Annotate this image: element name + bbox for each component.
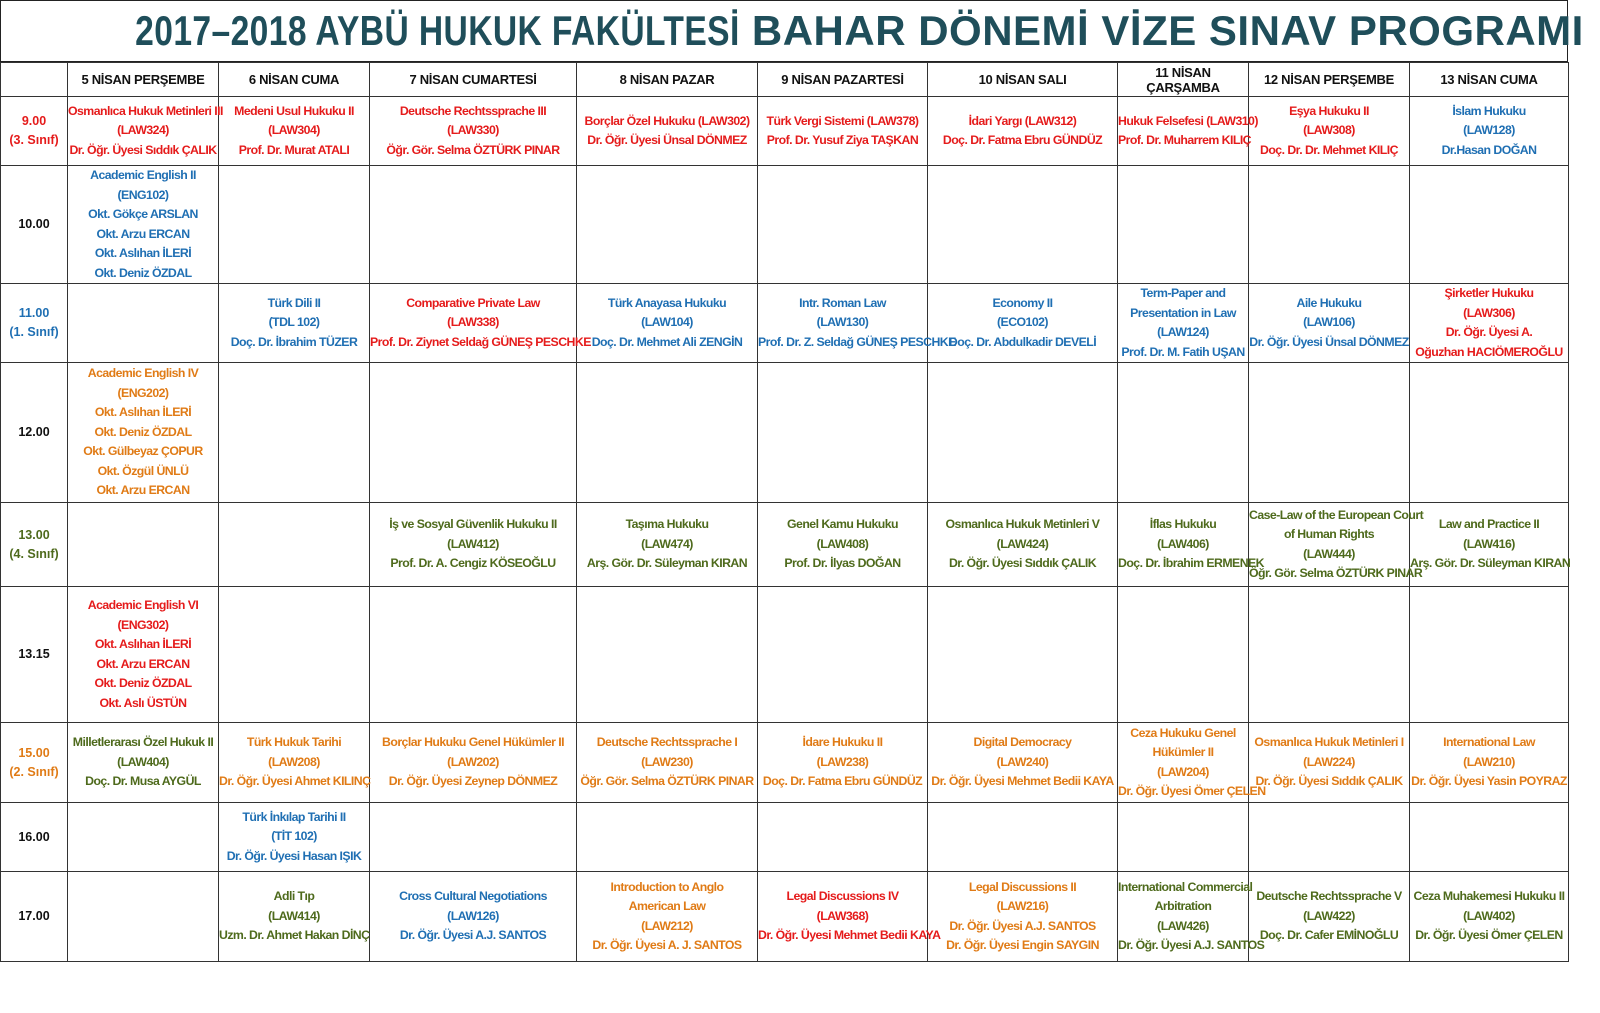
exam-line: Okt. Özgül ÜNLÜ: [97, 463, 189, 478]
exam-cell: [577, 284, 758, 363]
exam-cell: [1118, 97, 1258, 166]
exam-cell: [928, 503, 1118, 587]
time-slot-text: 12.00: [18, 425, 50, 439]
exam-line: of Human Rights: [1283, 527, 1375, 541]
exam-line: Dr. Öğr. Üyesi A.J. SANTOS: [1118, 938, 1265, 952]
empty-cell: [1410, 166, 1569, 284]
exam-line: Oğuzhan HACIÖMEROĞLU: [1415, 344, 1563, 359]
exam-line: Borçlar Hukuku Genel Hükümler II: [382, 735, 564, 750]
day-header: 7 NİSAN CUMARTESİ: [370, 63, 577, 97]
exam-cell: [1249, 872, 1410, 962]
empty-cell: [68, 284, 219, 363]
exam-cell: [68, 363, 219, 503]
exam-line: (LAW216): [996, 899, 1049, 913]
exam-cell: [1118, 872, 1265, 962]
exam-cell: [219, 872, 370, 962]
exam-line: (LAW204): [1157, 764, 1209, 779]
exam-line: İflas Hukuku: [1149, 517, 1217, 532]
exam-line: Case-Law of the European Court: [1249, 507, 1424, 522]
time-slot-text: 11.00: [18, 306, 50, 320]
schedule-row: [1, 284, 1569, 363]
time-slot: [1, 97, 68, 166]
exam-cell: [370, 284, 591, 363]
time-slot-text: 16.00: [18, 829, 50, 844]
exam-line: (LAW338): [447, 315, 499, 330]
exam-line: Presentation in Law: [1130, 305, 1236, 320]
exam-line: Okt. Aslı ÜSTÜN: [99, 695, 187, 710]
exam-line: Aile Hukuku: [1296, 295, 1362, 310]
exam-line: (LAW406): [1157, 536, 1209, 551]
exam-line: Prof. Dr. Muharrem KILIÇ: [1118, 133, 1252, 147]
exam-line: (ECO102): [997, 315, 1048, 330]
empty-cell: [577, 363, 758, 503]
day-header: 8 NİSAN PAZAR: [577, 63, 758, 97]
corner-cell: [1, 63, 68, 97]
exam-line: (LAW202): [447, 754, 499, 769]
exam-line: Dr. Öğr. Üyesi Sıddık ÇALIK: [69, 142, 217, 157]
exam-cell: [1249, 97, 1410, 166]
exam-line: (LAW424): [996, 536, 1049, 551]
exam-line: (LAW306): [1463, 305, 1515, 320]
exam-line: Doç. Dr. Musa AYGÜL: [85, 774, 201, 789]
exam-line: (LAW414): [268, 908, 320, 923]
title-part-1: 2017–2018 AYBÜ HUKUK FAKÜLTESİ: [135, 7, 740, 54]
empty-cell: [1118, 166, 1249, 284]
exam-line: International Law: [1443, 735, 1535, 750]
exam-line: (LAW210): [1463, 754, 1515, 769]
exam-cell: [1118, 284, 1249, 363]
exam-line: Okt. Gökçe ARSLAN: [88, 207, 198, 221]
empty-cell: [68, 872, 219, 962]
exam-line: (LAW308): [1303, 123, 1355, 138]
exam-line: (LAW124): [1157, 325, 1209, 339]
exam-line: Dr. Öğr. Üyesi Mehmet Bedii KAYA: [758, 928, 941, 943]
exam-line: (LAW240): [996, 754, 1049, 769]
empty-cell: [68, 503, 219, 587]
exam-line: Dr. Öğr. Üyesi Ömer ÇELEN: [1118, 784, 1266, 798]
exam-line: Doç. Dr. İbrahim ERMENEK: [1118, 556, 1265, 571]
exam-cell: [1410, 284, 1569, 363]
exam-line: Prof. Dr. Z. Seldağ GÜNEŞ PESCHKE: [758, 334, 956, 349]
exam-line: Arbitration: [1154, 899, 1212, 913]
exam-line: (LAW404): [117, 754, 169, 769]
exam-line: İslam Hukuku: [1452, 103, 1526, 118]
exam-line: Medeni Usul Hukuku II: [234, 103, 354, 118]
time-slot-text: 10.00: [18, 217, 50, 231]
exam-line: Doç. Dr. Fatma Ebru GÜNDÜZ: [942, 133, 1103, 147]
exam-line: Okt. Arzu ERCAN: [96, 483, 190, 498]
exam-line: Digital Democracy: [973, 735, 1072, 750]
schedule-row: [1, 363, 1569, 503]
exam-line: Okt. Deniz ÖZDAL: [94, 265, 192, 280]
exam-line: Arş. Gör. Dr. Süleyman KIRAN: [1410, 556, 1571, 571]
exam-line: Dr. Öğr. Üyesi Sıddık ÇALIK: [948, 556, 1097, 571]
empty-cell: [219, 166, 370, 284]
exam-line: Öğr. Gör. Selma ÖZTÜRK PINAR: [1249, 566, 1423, 580]
exam-line: Öğr. Gör. Selma ÖZTÜRK PINAR: [386, 142, 560, 157]
exam-line: Okt. Aslıhan İLERİ: [94, 405, 192, 420]
exam-line: Dr. Öğr. Üyesi Ünsal DÖNMEZ: [587, 133, 747, 147]
exam-line: Dr.Hasan DOĞAN: [1441, 142, 1537, 157]
exam-cell: [928, 723, 1118, 803]
exam-line: Legal Discussions II: [968, 879, 1077, 894]
exam-line: Hükümler II: [1152, 745, 1214, 759]
exam-cell: [1249, 723, 1410, 803]
time-slot: [1, 284, 68, 363]
exam-line: Milletlerarası Özel Hukuk II: [72, 735, 214, 750]
empty-cell: [577, 166, 758, 284]
exam-line: (ENG302): [117, 617, 169, 632]
exam-cell: [1410, 97, 1569, 166]
exam-line: Introduction to Anglo: [610, 879, 724, 894]
exam-line: (LAW368): [816, 908, 869, 923]
exam-line: Dr. Öğr. Üyesi A.J. SANTOS: [949, 918, 1096, 933]
exam-cell: [1249, 503, 1424, 587]
exam-cell: [370, 97, 577, 166]
empty-cell: [370, 587, 577, 723]
exam-line: Law and Practice II: [1438, 517, 1540, 532]
exam-line: (LAW128): [1463, 123, 1515, 138]
exam-line: Dr. Öğr. Üyesi Ömer ÇELEN: [1415, 928, 1563, 943]
exam-cell: [758, 723, 928, 803]
empty-cell: [219, 587, 370, 723]
exam-line: (LAW230): [641, 754, 693, 769]
exam-cell: [1410, 503, 1569, 587]
exam-line: Arş. Gör. Dr. Süleyman KIRAN: [586, 556, 748, 571]
empty-cell: [370, 166, 577, 284]
exam-line: (LAW474): [641, 536, 693, 551]
title-part-2: BAHAR DÖNEMİ VİZE SINAV PROGRAMI: [751, 7, 1584, 54]
exam-cell: [577, 97, 758, 166]
exam-line: Okt. Deniz ÖZDAL: [94, 424, 192, 439]
exam-line: Dr. Öğr. Üyesi A. J. SANTOS: [592, 938, 742, 952]
exam-line: Okt. Aslıhan İLERİ: [94, 637, 192, 651]
exam-cell: [219, 284, 370, 363]
exam-line: (LAW324): [117, 123, 169, 138]
exam-line: Comparative Private Law: [406, 295, 540, 310]
exam-line: Cross Cultural Negotiations: [399, 889, 547, 904]
exam-line: Dr. Öğr. Üyesi Yasin POYRAZ: [1411, 774, 1567, 789]
exam-line: Prof. Dr. Yusuf Ziya TAŞKAN: [766, 133, 919, 147]
empty-cell: [758, 587, 928, 723]
time-slot-text: 15.00: [18, 745, 50, 760]
day-header: 12 NİSAN PERŞEMBE: [1249, 63, 1410, 97]
exam-line: Prof. Dr. A. Cengiz KÖSEOĞLU: [390, 556, 556, 571]
day-header: 10 NİSAN SALI: [928, 63, 1118, 97]
exam-cell: [219, 97, 370, 166]
schedule-row: [1, 872, 1569, 962]
empty-cell: [370, 803, 577, 872]
exam-line: Türk İnkılap Tarihi II: [242, 809, 346, 824]
exam-line: İş ve Sosyal Güvenlik Hukuku II: [389, 517, 557, 532]
exam-line: (TDL 102): [268, 315, 320, 330]
empty-cell: [219, 503, 370, 587]
empty-cell: [758, 803, 928, 872]
empty-cell: [1249, 363, 1410, 503]
empty-cell: [1118, 363, 1249, 503]
exam-line: Osmanlıca Hukuk Metinleri I: [1254, 735, 1404, 750]
exam-line: Hukuk Felsefesi (LAW310): [1118, 113, 1258, 128]
exam-line: İdari Yargı (LAW312): [968, 113, 1077, 128]
empty-cell: [1410, 363, 1569, 503]
exam-cell: [928, 97, 1118, 166]
exam-line: Academic English IV: [87, 366, 199, 381]
exam-line: Deutsche Rechtssprache I: [596, 735, 738, 750]
exam-line: (LAW224): [1303, 754, 1355, 769]
exam-cell: [1118, 503, 1265, 587]
exam-line: Dr. Öğr. Üyesi Mehmet Bedii KAYA: [931, 774, 1114, 789]
exam-line: Okt. Arzu ERCAN: [96, 656, 190, 671]
time-slot: [1, 872, 68, 962]
time-slot: [1, 803, 68, 872]
time-slot: [1, 723, 68, 803]
exam-line: Türk Dili II: [267, 295, 321, 310]
exam-line: (LAW444): [1303, 546, 1355, 561]
exam-line: Dr. Öğr. Üyesi Hasan IŞIK: [226, 848, 362, 863]
empty-cell: [1118, 803, 1249, 872]
exam-line: (LAW238): [816, 754, 869, 769]
exam-line: Prof. Dr. İlyas DOĞAN: [784, 556, 901, 571]
exam-cell: [577, 723, 758, 803]
exam-line: Dr. Öğr. Üyesi A.: [1445, 325, 1533, 339]
exam-line: Prof. Dr. Murat ATALI: [238, 142, 350, 157]
exam-line: Doç. Dr. Abdulkadir DEVELİ: [948, 334, 1097, 349]
empty-cell: [1249, 587, 1410, 723]
exam-cell: [219, 723, 370, 803]
page-title: [0, 0, 1584, 62]
time-slot-text: (2. Sınıf): [9, 764, 59, 779]
schedule-row: [1, 723, 1569, 803]
empty-cell: [577, 803, 758, 872]
exam-line: Deutsche Rechtssprache V: [1256, 889, 1402, 904]
exam-line: Doç. Dr. İbrahim TÜZER: [230, 334, 358, 349]
empty-cell: [928, 363, 1118, 503]
exam-line: Dr. Öğr. Üyesi Ünsal DÖNMEZ: [1249, 334, 1409, 349]
time-slot: [1, 166, 68, 284]
exam-line: Öğr. Gör. Selma ÖZTÜRK PINAR: [580, 774, 754, 789]
exam-line: Okt. Deniz ÖZDAL: [94, 676, 192, 690]
exam-line: Academic English VI: [87, 598, 199, 612]
exam-line: Dr. Öğr. Üyesi Zeynep DÖNMEZ: [388, 774, 558, 789]
exam-cell: [758, 503, 928, 587]
exam-line: Deutsche Rechtssprache III: [399, 103, 547, 118]
time-slot-text: 17.00: [18, 909, 50, 923]
exam-line: Türk Vergi Sistemi (LAW378): [766, 113, 919, 128]
exam-line: Adli Tıp: [273, 889, 315, 904]
exam-line: Şirketler Hukuku: [1444, 286, 1534, 300]
exam-cell: [577, 872, 758, 962]
time-slot-text: (3. Sınıf): [9, 133, 59, 147]
exam-cell: [928, 284, 1118, 363]
time-slot-text: 13.15: [18, 647, 50, 661]
time-slot-text: 13.00: [18, 527, 50, 542]
schedule-table: [0, 62, 1569, 962]
exam-line: Borçlar Özel Hukuku (LAW302): [584, 113, 750, 128]
exam-cell: [370, 503, 577, 587]
header-row: [1, 63, 1569, 97]
empty-cell: [758, 363, 928, 503]
exam-cell: [68, 166, 219, 284]
exam-line: Doç. Dr. Dr. Mehmet KILIÇ: [1260, 142, 1398, 157]
schedule-row: [1, 803, 1569, 872]
empty-cell: [1118, 587, 1249, 723]
empty-cell: [1249, 166, 1410, 284]
exam-line: Osmanlıca Hukuk Metinleri III: [68, 103, 223, 118]
day-header: 9 NİSAN PAZARTESİ: [758, 63, 928, 97]
exam-line: Eşya Hukuku II: [1289, 103, 1369, 118]
exam-line: (LAW408): [816, 536, 869, 551]
exam-line: Dr. Öğr. Üyesi A.J. SANTOS: [399, 928, 547, 943]
exam-cell: [928, 872, 1118, 962]
exam-line: (LAW208): [268, 754, 320, 769]
exam-line: (LAW412): [447, 536, 499, 551]
schedule-row: [1, 587, 1569, 723]
exam-line: Prof. Dr. Ziynet Seldağ GÜNEŞ PESCHKE: [370, 334, 591, 349]
empty-cell: [68, 803, 219, 872]
exam-line: Taşıma Hukuku: [625, 517, 709, 532]
exam-line: Ceza Hukuku Genel: [1130, 725, 1236, 740]
exam-line: Okt. Arzu ERCAN: [96, 226, 190, 241]
exam-cell: [1410, 872, 1569, 962]
exam-line: (ENG202): [117, 385, 169, 400]
empty-cell: [928, 587, 1118, 723]
exam-line: (LAW330): [447, 123, 499, 138]
time-slot: [1, 587, 68, 723]
exam-line: (ENG102): [117, 187, 169, 202]
day-header: 13 NİSAN CUMA: [1410, 63, 1569, 97]
exam-line: Economy II: [992, 295, 1053, 310]
empty-cell: [1249, 803, 1410, 872]
empty-cell: [219, 363, 370, 503]
exam-line: Dr. Öğr. Üyesi Ahmet KILINÇ: [219, 774, 371, 789]
empty-cell: [1410, 803, 1569, 872]
exam-line: Dr. Öğr. Üyesi Engin SAYGIN: [946, 938, 1099, 952]
time-slot: [1, 363, 68, 503]
exam-line: Intr. Roman Law: [799, 295, 886, 310]
time-slot-text: 9.00: [21, 114, 47, 128]
exam-line: Genel Kamu Hukuku: [787, 517, 898, 532]
schedule-row: [1, 503, 1569, 587]
exam-line: Okt. Aslıhan İLERİ: [94, 246, 192, 260]
exam-cell: [68, 723, 219, 803]
exam-cell: [758, 284, 956, 363]
exam-line: (LAW104): [641, 315, 693, 330]
exam-line: (LAW402): [1463, 908, 1515, 923]
time-slot-text: (4. Sınıf): [9, 546, 59, 561]
empty-cell: [928, 166, 1118, 284]
exam-line: (LAW212): [641, 918, 693, 933]
exam-line: American Law: [628, 899, 706, 913]
exam-cell: [1118, 723, 1266, 803]
day-header: 11 NİSAN ÇARŞAMBA: [1118, 63, 1249, 97]
day-header: 6 NİSAN CUMA: [219, 63, 370, 97]
exam-line: Uzm. Dr. Ahmet Hakan DİNÇ: [219, 928, 370, 943]
exam-line: (LAW130): [816, 315, 869, 330]
exam-cell: [370, 723, 577, 803]
empty-cell: [370, 363, 577, 503]
exam-line: (LAW106): [1303, 315, 1355, 330]
exam-cell: [68, 97, 223, 166]
exam-cell: [758, 97, 928, 166]
exam-line: Doç. Dr. Mehmet Ali ZENGİN: [591, 334, 743, 349]
schedule-row: [1, 97, 1569, 166]
empty-cell: [758, 166, 928, 284]
exam-cell: [68, 587, 219, 723]
exam-cell: [758, 872, 941, 962]
exam-line: Türk Anayasa Hukuku: [607, 295, 727, 310]
exam-cell: [1410, 723, 1569, 803]
exam-line: Prof. Dr. M. Fatih UŞAN: [1121, 344, 1245, 359]
schedule-body: [1, 97, 1569, 962]
exam-line: Academic English II: [90, 168, 196, 182]
exam-line: (LAW426): [1157, 918, 1209, 933]
exam-line: (LAW422): [1303, 908, 1355, 923]
exam-line: Dr. Öğr. Üyesi Sıddık ÇALIK: [1255, 774, 1403, 789]
time-slot: [1, 503, 68, 587]
empty-cell: [577, 587, 758, 723]
exam-cell: [370, 872, 577, 962]
exam-line: Term-Paper and: [1140, 286, 1226, 300]
exam-line: (LAW416): [1463, 536, 1515, 551]
time-slot-text: (1. Sınıf): [9, 325, 59, 339]
exam-line: Legal Discussions IV: [786, 889, 899, 904]
exam-cell: [219, 803, 370, 872]
exam-line: Doç. Dr. Cafer EMİNOĞLU: [1259, 928, 1399, 943]
exam-line: International Commercial: [1118, 879, 1253, 894]
empty-cell: [1410, 587, 1569, 723]
exam-cell: [1249, 284, 1410, 363]
day-header: 5 NİSAN PERŞEMBE: [68, 63, 219, 97]
schedule-row: [1, 166, 1569, 284]
exam-cell: [577, 503, 758, 587]
exam-line: Doç. Dr. Fatma Ebru GÜNDÜZ: [762, 774, 923, 789]
exam-line: Okt. Gülbeyaz ÇOPUR: [83, 444, 203, 459]
exam-line: İdare Hukuku II: [802, 735, 883, 750]
exam-line: Osmanlıca Hukuk Metinleri V: [945, 517, 1100, 532]
exam-line: (TİT 102): [271, 829, 317, 844]
empty-cell: [928, 803, 1118, 872]
exam-line: Türk Hukuk Tarihi: [246, 735, 342, 750]
exam-line: Ceza Muhakemesi Hukuku II: [1413, 889, 1565, 904]
exam-line: (LAW126): [447, 908, 499, 923]
exam-line: (LAW304): [268, 123, 320, 138]
